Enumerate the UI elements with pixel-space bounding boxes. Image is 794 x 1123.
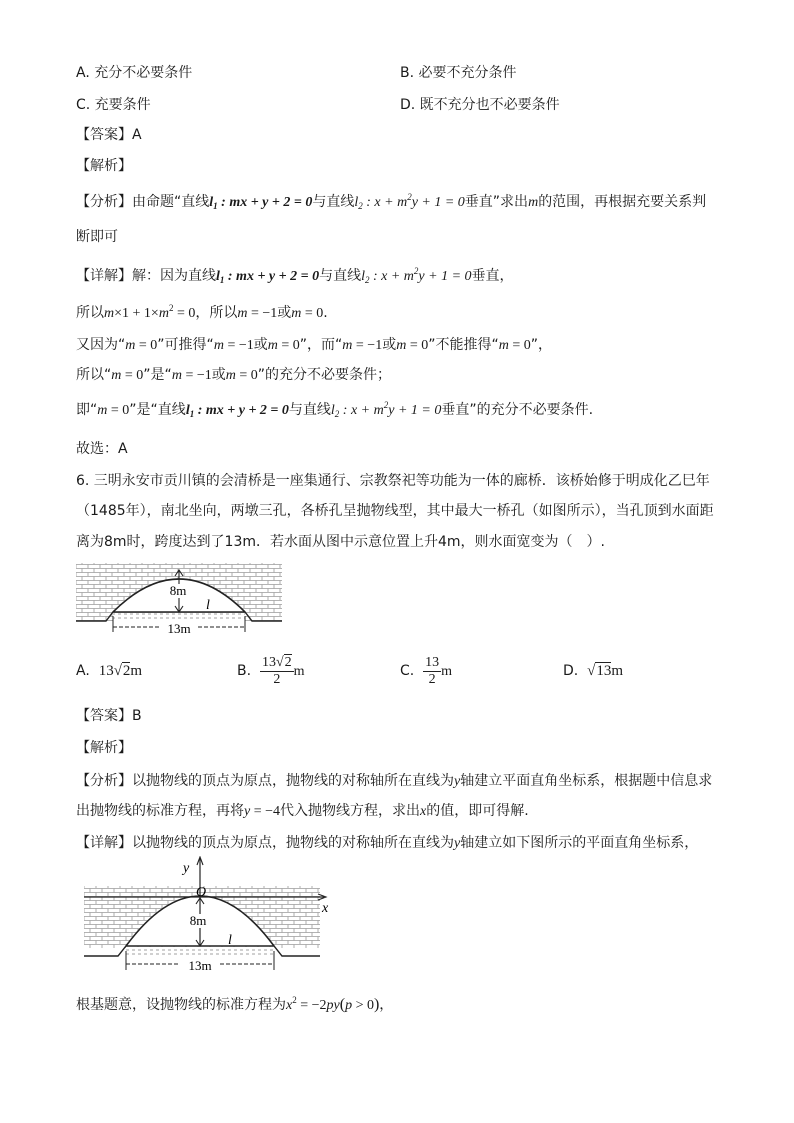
q6-stem-line1: 6. 三明永安市贡川镇的会清桥是一座集通行、宗教祭祀等功能为一体的廊桥．该桥始修于明成化乙巳年 bbox=[76, 473, 710, 489]
q5-so-line: 所以$m\times 1 + 1\times m^2 = 0$，所以m = −1或m = 0. bbox=[76, 303, 328, 321]
x-axis-label: x bbox=[322, 901, 329, 916]
y-axis-label: y bbox=[183, 861, 190, 876]
fig-width-label: 13m bbox=[167, 621, 191, 636]
line-l1-equation: : mx + y + 2 = 0 bbox=[217, 195, 313, 210]
q6-stem-line3: 离为8m时，跨度达到了13m．若水面从图中示意位置上升4m，则水面宽变为（ ）. bbox=[76, 534, 605, 550]
q6-analysis-heading: 【解析】 bbox=[76, 740, 132, 756]
q5-so2-line: 所以“m = 0”是“m = −1或m = 0”的充分不必要条件； bbox=[76, 367, 392, 383]
analysis-heading: 【解析】 bbox=[76, 158, 132, 174]
fig-height-label: 8m bbox=[169, 583, 187, 598]
q6-option-c: C. $\frac{13}{2}$ m bbox=[400, 654, 453, 687]
fig2-height-label: 8m bbox=[189, 913, 207, 928]
q5-analysis-line: 【分析】由命题“直线$l_1$ : mx + y + 2 = 0与直线$l_2$ : $x + m^2y + 1 = 0$垂直”求出m的范围，再根据充要关系判 bbox=[76, 192, 707, 211]
q5-also-line: 又因为“m = 0”可推得“m = −1或m = 0”，而“m = −1或m = 0”不能推得“m = 0”， bbox=[76, 337, 553, 353]
q5-ji-line: 即“m = 0”是“直线$l_1$ : mx + y + 2 = 0与直线$l_2$ : $x + m^2y + 1 = 0$垂直”的充分不必要条件. bbox=[76, 400, 594, 419]
fig2-width-label: 13m bbox=[188, 958, 212, 973]
fig2-l-label: l bbox=[228, 933, 232, 948]
answer-label: 【答案】A bbox=[76, 127, 142, 143]
bridge-figure bbox=[76, 560, 286, 638]
origin-label: O bbox=[196, 885, 207, 900]
line-l1: $l_1$ bbox=[209, 195, 218, 211]
q6-last-line: 根基题意，设抛物线的标准方程为$x^2 = -2py(p > 0)$， bbox=[76, 995, 394, 1013]
option-c: C. 充要条件 bbox=[76, 97, 151, 113]
detail-tag: 【详解】 bbox=[76, 268, 132, 284]
q5-detail-line: 【详解】解：因为直线$l_1$ : mx + y + 2 = 0与直线$l_2$ : $x + m^2y + 1 = 0$垂直， bbox=[76, 266, 514, 285]
q5-choice: 故选：A bbox=[76, 441, 128, 457]
bridge-coordinate-figure bbox=[84, 856, 340, 976]
option-a: A. 充分不必要条件 bbox=[76, 65, 193, 81]
q6-stem-line2: （1485年），南北坐向，两墩三孔，各桥孔呈抛物线型，其中最大一桥孔（如图所示），当孔顶到水面距 bbox=[76, 503, 714, 519]
analysis-tag: 【分析】 bbox=[76, 194, 132, 210]
q5-analysis-line2: 断即可 bbox=[76, 229, 118, 245]
line-l2-equation: $l_2$ : $x + m^2y + 1 = 0$ bbox=[354, 192, 465, 211]
option-d: D. 既不充分也不必要条件 bbox=[400, 97, 560, 113]
q6-option-d: D. √13m bbox=[563, 663, 624, 679]
q6-detail-line: 【详解】以抛物线的顶点为原点，抛物线的对称轴所在直线为y轴建立如下图所示的平面直角坐标系， bbox=[76, 835, 699, 851]
q6-analysis-line2: 出抛物线的标准方程，再将y = −4代入抛物线方程，求出x的值，即可得解. bbox=[76, 803, 529, 819]
fig-l-label: l bbox=[206, 598, 210, 613]
q6-answer-label: 【答案】B bbox=[76, 708, 142, 724]
option-b: B. 必要不充分条件 bbox=[400, 65, 517, 81]
q6-option-b: B. $\frac{13√2}{2}$ m bbox=[237, 654, 305, 687]
q6-analysis-line1: 【分析】以抛物线的顶点为原点，抛物线的对称轴所在直线为y轴建立平面直角坐标系，根据题中信息求 bbox=[76, 773, 713, 789]
q6-option-a: A. 13√2m bbox=[76, 663, 143, 679]
